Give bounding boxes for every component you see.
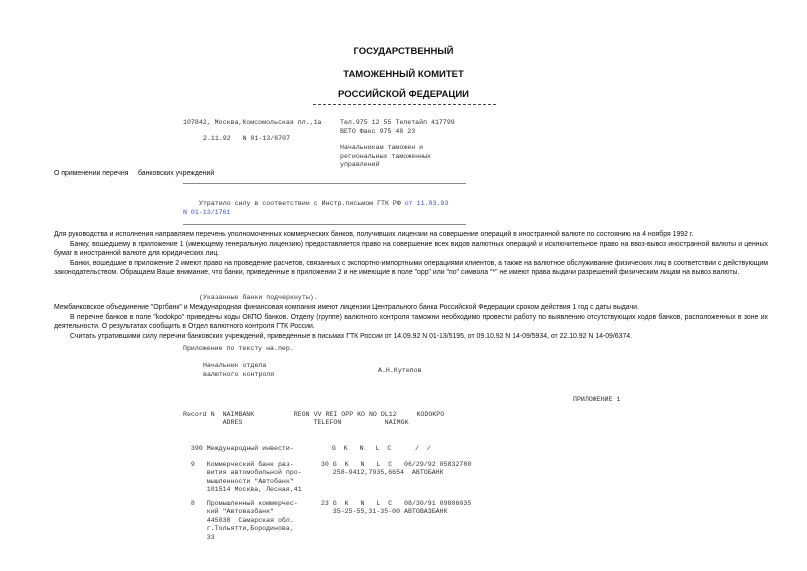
sender-phone: Тел.975 12 55 Телетайп 417799 [340,119,455,126]
table-header-line-1: Record N NAIMBANK REGN VV REI OPP KO NO DL12 KODOKPO [183,411,445,418]
paragraph-6: Считать утратившими силу перечни банковских учреждений, приведенные в письмах ГТК России от 14.09.92 N 01-13/5195, от 09.10.92 N 14-09/5934, от 22.10.92 N 14-09/6374. [70,333,633,340]
letter-subject: О применении перечня банковских учреждений [54,170,215,177]
table-row-bank: 9 Коммерческий банк раз- вития автомобильной про- мышленности "Автобанк" 101514 Москва, Лесная,41 [190,460,302,494]
body-paragraphs-2 [54,303,768,341]
status-note-prefix: Утратило силу в соответствии с Инстр.письмом ГТК РФ [199,200,405,207]
status-note-link[interactable]: от 11.03.93 N 01-13/1761 [183,200,449,216]
signature-position: Начальник отдела валютного контроля [203,362,275,378]
attachment-note: Приложение по тексту на.пер. [183,345,294,352]
table-row [183,491,471,543]
paragraph-3: Банки, вошедшие в приложение 2 имеют право на проведение расчетов, связанных с экспортно-импортными операциями клиентов, а также на валютное обслуживание физических лиц в соответствии с действующим законодательством. Обращаем Ваше внимание, что банки, приведенные в приложении 2 и не имеющие в поле "орр" или "по" символа "*" не имеют права выдачи разрешений физическим лицам на вывоз валюты. [54,260,768,276]
table-row [183,452,471,495]
table-row-bank: 8 Промышленный коммерчес- кий "Автовазбанк" 445038 Самарская обл. г.Тольятти,Бородинова, 33 [190,499,298,541]
title-line-2: ТАМОЖЕННЫЙ КОМИТЕТ [343,69,464,80]
body-paragraphs-1 [54,230,768,277]
table-row [183,436,431,453]
paragraph-5: В перечне банков в поле "kodokpo" приведены коды ОКПО банков. Отделу (группе) валютного контроля таможни необходимо провести работу по выявлению отсутствующих кодов банков, расположенных в зоне их деятельности. О результатах сообщить в Отдел валютного контроля ГТК России. [54,314,768,330]
paragraph-2: Банку, вошедшему в приложение 1 (имеющему генеральную лицензию) предоставляется право на совершение всех видов валютных операций и исключительное право на ввоз-вывоз иностранной валюты и ценных бумаг в иностранной валюте для юридических лиц. [54,241,768,257]
status-note [183,200,448,217]
table-row-details: G K N L C / / [331,444,431,452]
status-rule-top [183,183,466,184]
table-header-line-2: ADRES TELEFON NAIMGK [183,419,409,426]
table-row-details: 23 G K N L C 08/30/91 09806035 35-25-55,31-35-00 АВТОВАЗБАНК [320,499,472,516]
title-line-3: РОССИЙСКОЙ ФЕДЕРАЦИИ [337,89,469,100]
signature-name: А.Н.Кутепов [378,367,422,374]
paragraph-1: Для руководства и исполнения направляем перечень уполномоченных коммерческих банков, получивших лицензии на совершение операций в иностранной валюте по состоянию на 4 ноября 1992 г. [54,231,694,238]
paragraph-4: Межбанковское объединение "Оргбанк" и Международная финансовая компания имеют лицензии Центрального банка Российской Федерации сроком действия 1 год с даты выдачи. [54,304,639,311]
status-rule-bottom [183,224,466,225]
recipients: Начальникам таможен и региональных таможенных управлений [340,144,432,169]
letter-date-number: 2.11.92 N 01-13/6707 [203,135,291,142]
table-row-bank: 390 Международный инвести- [190,444,294,452]
table-row-details: 30 G K N L C 06/29/92 05832780 258-9412,7935,6654 АВТОБАНК [320,460,472,477]
appendix-label: ПРИЛОЖЕНИЕ 1 [573,396,621,403]
title-line-1: ГОСУДАРСТВЕННЫЙ [353,46,454,57]
sender-address: 107842, Москва,Комсомольская пл.,1а [183,119,322,126]
title-divider [313,104,496,105]
sender-fax: ВЕТО Факс 975 48 23 [340,128,416,135]
underlined-note: (Указанные банки подчеркнуты). [199,294,318,301]
